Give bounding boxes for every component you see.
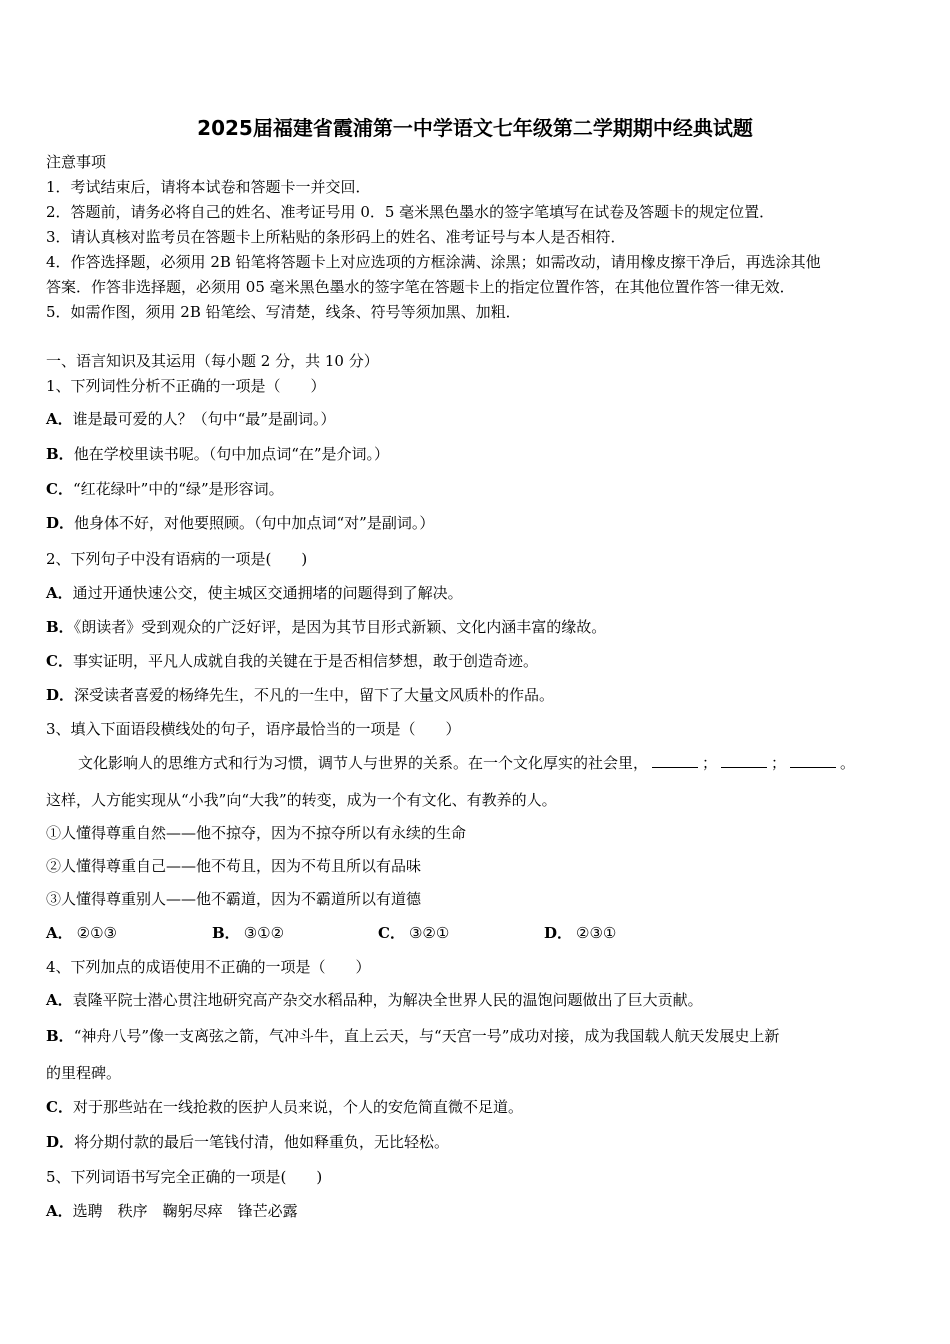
- section-heading: 一、语言知识及其运用（每小题 2 分，共 10 分）: [46, 352, 379, 370]
- answer-blank: [652, 753, 698, 768]
- option-text: 选聘 秩序 鞠躬尽瘁 锋芒必露: [72, 1202, 298, 1220]
- option-c: [46, 1097, 523, 1117]
- option-c: [46, 479, 284, 499]
- answer-blank: [721, 753, 767, 768]
- separator: 。: [840, 754, 856, 772]
- option-label: B．: [212, 924, 240, 942]
- notice-item: 4．作答选择题，必须用 2B 铅笔将答题卡上对应选项的方框涂满、涂黑；如需改动，请用橡皮擦干净后，再选涂其他: [46, 253, 821, 271]
- option-text: ②③①: [576, 924, 617, 942]
- option-label: A．: [46, 1202, 73, 1220]
- option-c: [378, 923, 544, 943]
- option-label: C．: [46, 480, 73, 498]
- separator: ；: [771, 754, 787, 772]
- sentence-item: ③人懂得尊重别人——他不霸道，因为不霸道所以有道德: [46, 890, 422, 908]
- option-d: [46, 1132, 449, 1152]
- option-label: A．: [46, 410, 73, 428]
- option-text: 他在学校里读书呢。（句中加点词“在”是介词。）: [73, 445, 390, 463]
- option-label: C．: [46, 652, 73, 670]
- option-text: 对于那些站在一线抢救的医护人员来说，个人的安危简直微不足道。: [72, 1098, 523, 1116]
- separator: ；: [702, 754, 718, 772]
- option-text: ③①②: [243, 924, 285, 942]
- option-label: A．: [46, 584, 73, 602]
- passage-text: 文化影响人的思维方式和行为习惯，调节人与世界的关系。在一个文化厚实的社会里，: [78, 754, 649, 772]
- option-a: [46, 990, 703, 1010]
- passage-line: 这样，人方能实现从“小我”向“大我”的转变，成为一个有文化、有教养的人。: [46, 791, 557, 809]
- option-label: D．: [46, 1133, 75, 1151]
- notice-item: 5．如需作图，须用 2B 铅笔绘、写清楚，线条、符号等须加黑、加粗．: [46, 303, 521, 321]
- option-b-continued: 的里程碑。: [46, 1064, 122, 1082]
- option-a: [46, 583, 463, 603]
- option-text: 将分期付款的最后一笔钱付清，他如释重负，无比轻松。: [74, 1133, 450, 1151]
- question-stem: 3、填入下面语段横线处的句子，语序最恰当的一项是（ ）: [46, 720, 461, 738]
- question-stem: 5、下列词语书写完全正确的一项是( ): [46, 1168, 323, 1186]
- option-label: D．: [46, 514, 75, 532]
- option-text: “神舟八号”像一支离弦之箭，气冲斗牛，直上云天，与“天宫一号”成功对接，成为我国载人航天发展史上新: [73, 1027, 780, 1045]
- notice-heading: 注意事项: [46, 153, 107, 171]
- page-title: 2025届福建省霞浦第一中学语文七年级第二学期期中经典试题: [197, 116, 753, 140]
- notice-item: 3．请认真核对监考员在答题卡上所粘贴的条形码上的姓名、准考证号与本人是否相符．: [46, 228, 626, 246]
- option-text: 深受读者喜爱的杨绛先生，不凡的一生中，留下了大量文风质朴的作品。: [74, 686, 555, 704]
- sentence-item: ①人懂得尊重自然——他不掠夺，因为不掠夺所以有永续的生命: [46, 824, 467, 842]
- option-text: 通过开通快速公交，使主城区交通拥堵的问题得到了解决。: [72, 584, 463, 602]
- option-text: 谁是最可爱的人？（句中“最”是副词。）: [72, 410, 336, 428]
- option-label: D．: [544, 924, 573, 942]
- notice-item: 答案．作答非选择题，必须用 05 毫米黑色墨水的签字笔在答题卡上的指定位置作答，在其他位置作答一律无效．: [46, 278, 795, 296]
- option-label: A．: [46, 924, 73, 942]
- option-c: [46, 651, 538, 671]
- option-text: 事实证明，平凡人成就自我的关键在于是否相信梦想，敢于创造奇迹。: [72, 652, 538, 670]
- option-a: [46, 409, 335, 429]
- option-label: D．: [46, 686, 75, 704]
- option-text: “红花绿叶”中的“绿”是形容词。: [72, 480, 284, 498]
- option-d: [544, 923, 710, 943]
- option-b: [46, 444, 389, 464]
- option-d: [46, 685, 554, 705]
- option-a: [46, 923, 212, 943]
- option-label: B．: [46, 618, 74, 636]
- question-stem: 4、下列加点的成语使用不正确的一项是（ ）: [46, 958, 371, 976]
- option-label: C．: [46, 1098, 73, 1116]
- answer-blank: [790, 753, 836, 768]
- option-b: [212, 923, 378, 943]
- option-a: [46, 1201, 298, 1221]
- option-label: C．: [378, 924, 405, 942]
- option-label: A．: [46, 991, 73, 1009]
- passage-line: [78, 753, 855, 773]
- option-label: B．: [46, 1027, 74, 1045]
- question-stem: 1、下列词性分析不正确的一项是（ ）: [46, 377, 326, 395]
- notice-item: 1．考试结束后，请将本试卷和答题卡一并交回．: [46, 178, 371, 196]
- sentence-item: ②人懂得尊重自己——他不苟且，因为不苟且所以有品味: [46, 857, 422, 875]
- option-text: 他身体不好，对他要照顾。（句中加点词“对”是副词。）: [74, 514, 435, 532]
- option-b: [46, 617, 606, 637]
- option-text: ②①③: [76, 924, 117, 942]
- option-text: 袁隆平院士潜心贯注地研究高产杂交水稻品种，为解决全世界人民的温饱问题做出了巨大贡献。: [72, 991, 703, 1009]
- option-label: B．: [46, 445, 74, 463]
- option-d: [46, 513, 434, 533]
- notice-item: 2．答题前，请务必将自己的姓名、准考证号用 0．5 毫米黑色墨水的签字笔填写在试卷及答题卡的规定位置．: [46, 203, 775, 221]
- option-row: [46, 923, 710, 943]
- option-text: ③②①: [408, 924, 450, 942]
- option-text: 《朗读者》受到观众的广泛好评，是因为其节目形式新颖、文化内涵丰富的缘故。: [73, 618, 607, 636]
- question-stem: 2、下列句子中没有语病的一项是( ): [46, 550, 308, 568]
- option-b: [46, 1026, 779, 1046]
